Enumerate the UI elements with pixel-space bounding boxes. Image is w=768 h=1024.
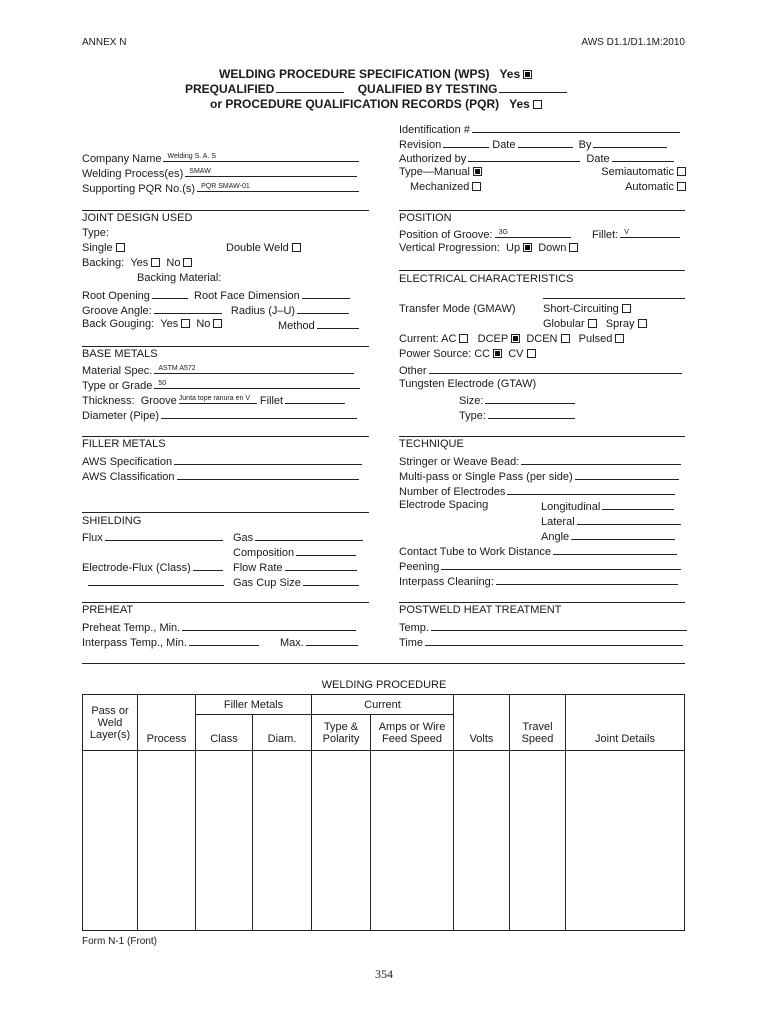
automatic-checkbox[interactable] [677,182,686,191]
base-metals-heading: BASE METALS [82,348,158,360]
page-number: 354 [375,967,393,981]
backing-yes-checkbox[interactable] [151,258,160,267]
divider [399,210,685,211]
divider [82,602,369,603]
thickness-groove-field[interactable]: Junta tope ranura en V [179,393,257,404]
angle-field[interactable] [571,529,675,540]
welding-procedure-heading: WELDING PROCEDURE [321,679,447,691]
electrode-flux-extra-field[interactable] [88,575,224,586]
thickness-fillet-field[interactable] [285,393,345,404]
divider [399,270,685,271]
company-name-field[interactable]: Welding S. A. S [163,151,359,162]
authorized-date-field[interactable] [612,151,674,162]
cell-process[interactable] [138,751,196,931]
cell-amps[interactable] [371,751,454,931]
ac-checkbox[interactable] [459,334,468,343]
pqr-title: or PROCEDURE QUALIFICATION RECORDS (PQR) Yes [210,97,542,111]
short-circuiting-checkbox[interactable] [622,304,631,313]
diameter-field[interactable] [161,408,357,419]
flux-field[interactable] [105,530,223,541]
up-checkbox[interactable] [523,243,532,252]
preheat-temp-field[interactable] [182,620,356,631]
wps-yes-checkbox[interactable] [523,70,532,79]
divider [82,346,369,347]
cell-joint[interactable] [566,751,685,931]
gouging-yes-checkbox[interactable] [181,319,190,328]
double-weld-checkbox[interactable] [292,243,301,252]
interpass-max-field[interactable] [306,635,358,646]
pqr-yes-checkbox[interactable] [533,100,542,109]
date-field[interactable] [518,137,573,148]
down-checkbox[interactable] [569,243,578,252]
groove-angle-field[interactable] [154,303,222,314]
globular-checkbox[interactable] [588,319,597,328]
cell-pass[interactable] [83,751,138,931]
aws-class-field[interactable] [177,469,359,480]
divider [543,298,685,299]
cell-class[interactable] [196,751,253,931]
filler-metals-heading: FILLER METALS [82,438,166,450]
qualified-field[interactable] [499,82,567,93]
table-row [83,751,685,931]
col-process: Process [138,695,196,751]
col-joint: Joint Details [566,695,685,751]
root-face-field[interactable] [302,288,350,299]
cell-type[interactable] [312,751,371,931]
gouging-no-checkbox[interactable] [213,319,222,328]
col-volts: Volts [454,695,510,751]
peening-field[interactable] [441,559,681,570]
electrode-flux-field[interactable] [193,560,223,571]
position-heading: POSITION [399,212,452,224]
technique-heading: TECHNIQUE [399,438,464,450]
pulsed-checkbox[interactable] [615,334,624,343]
pwht-heading: POSTWELD HEAT TREATMENT [399,604,562,616]
divider [82,436,369,437]
pwht-temp-field[interactable] [431,620,687,631]
col-current: Current [312,695,454,715]
fillet-position-field[interactable]: V [620,227,680,238]
mechanized-checkbox[interactable] [472,182,481,191]
pwht-time-field[interactable] [425,635,683,646]
tungsten-type-field[interactable] [488,408,575,419]
col-class: Class [196,715,253,751]
cell-travel[interactable] [510,751,566,931]
radius-field[interactable] [297,303,349,314]
col-travel: Travel Speed [510,695,566,751]
number-electrodes-field[interactable] [507,484,675,495]
electrical-heading: ELECTRICAL CHARACTERISTICS [399,273,574,285]
cell-diam[interactable] [253,751,312,931]
col-filler: Filler Metals [196,695,312,715]
identification-field[interactable] [472,122,680,133]
groove-position-field[interactable]: 3G [495,227,571,238]
wps-title: WELDING PROCEDURE SPECIFICATION (WPS) Yes [219,67,532,81]
contact-tube-field[interactable] [553,544,677,555]
type-grade-field[interactable]: 50 [154,378,360,389]
dcep-checkbox[interactable] [511,334,520,343]
multipass-field[interactable] [575,469,679,480]
by-field[interactable] [593,137,667,148]
flow-rate-field[interactable] [285,560,357,571]
single-checkbox[interactable] [116,243,125,252]
semiautomatic-checkbox[interactable] [677,167,686,176]
spray-checkbox[interactable] [638,319,647,328]
backing-no-checkbox[interactable] [183,258,192,267]
lateral-field[interactable] [577,514,681,525]
stringer-field[interactable] [521,454,681,465]
divider [399,436,685,437]
authorized-by-field[interactable] [468,151,580,162]
longitudinal-field[interactable] [602,499,674,510]
divider [82,210,369,211]
dcen-checkbox[interactable] [561,334,570,343]
annex-label: ANNEX N [82,37,127,48]
shielding-heading: SHIELDING [82,515,142,527]
code-label: AWS D1.1/D1.1M:2010 [581,37,685,48]
supporting-pqr-field[interactable]: PQR SMAW-01 [197,181,359,192]
divider [399,602,685,603]
cell-volts[interactable] [454,751,510,931]
method-field[interactable] [317,318,359,329]
divider [82,663,685,664]
material-spec-field[interactable]: ASTM A572 [154,363,354,374]
welding-procedure-table [82,694,685,931]
prequalified-field[interactable] [276,82,344,93]
col-type: Type & Polarity [312,715,371,751]
interpass-temp-field[interactable] [189,635,259,646]
tungsten-size-field[interactable] [485,393,575,404]
joint-design-heading: JOINT DESIGN USED [82,212,193,224]
composition-field[interactable] [296,545,356,556]
welding-process-field[interactable]: SMAW [185,166,357,177]
interpass-cleaning-field[interactable] [496,574,678,585]
cc-checkbox[interactable] [493,349,502,358]
gas-cup-field[interactable] [303,575,359,586]
col-pass: Pass or Weld Layer(s) [83,695,138,751]
gas-field[interactable] [255,530,363,541]
root-opening-field[interactable] [152,288,188,299]
preheat-heading: PREHEAT [82,604,134,616]
aws-spec-field[interactable] [174,454,362,465]
col-amps: Amps or Wire Feed Speed [371,715,454,751]
col-diam: Diam. [253,715,312,751]
form-label: Form N-1 (Front) [82,936,157,947]
cv-checkbox[interactable] [527,349,536,358]
divider [82,512,369,513]
other-field[interactable] [429,363,682,374]
prequalified-line: PREQUALIFIED QUALIFIED BY TESTING [185,82,567,96]
manual-checkbox[interactable] [473,167,482,176]
revision-field[interactable] [443,137,489,148]
